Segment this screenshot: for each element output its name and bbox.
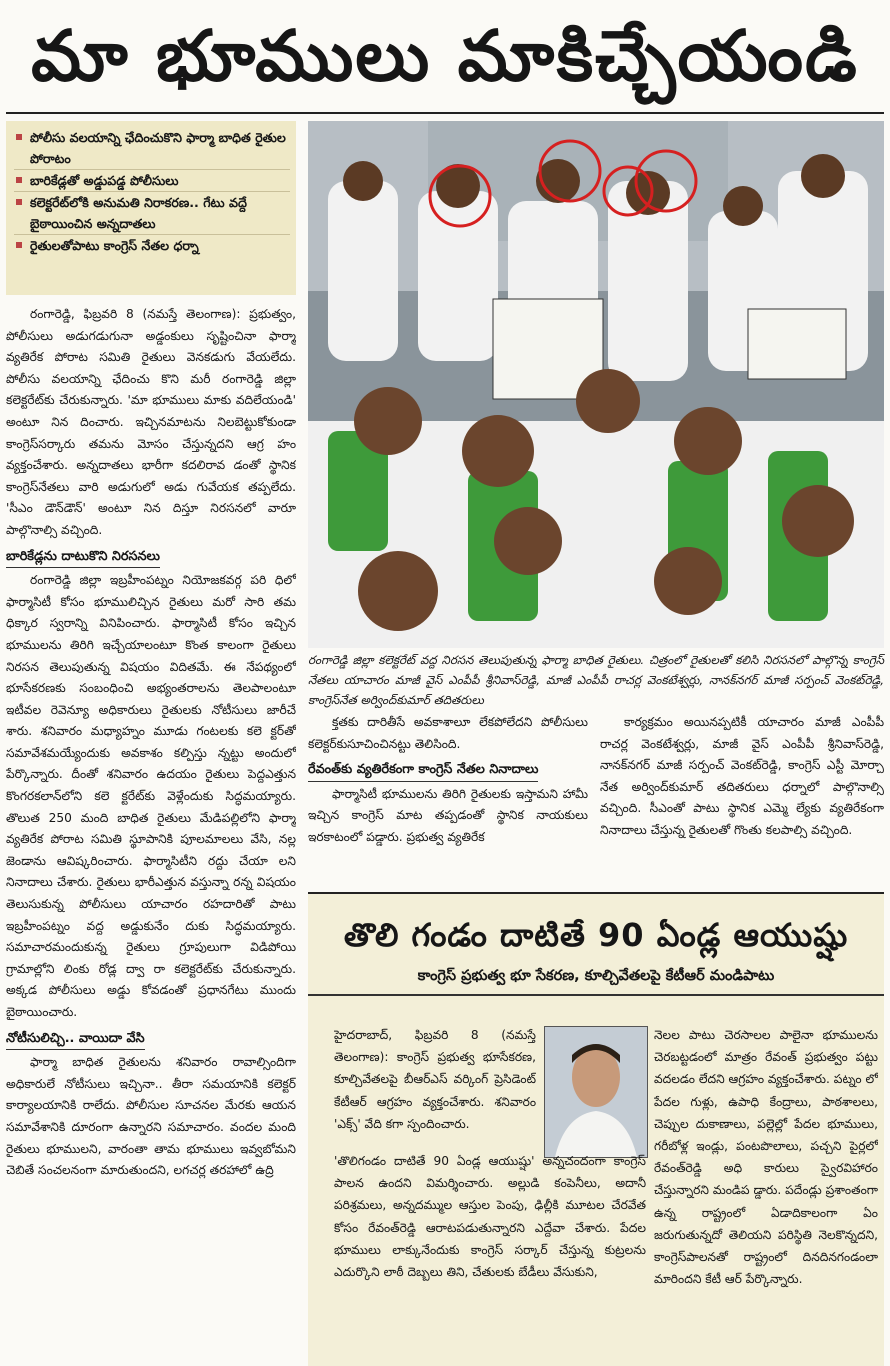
subheading-barricades: బారికేడ్లను దాటుకొని నిరసనలు <box>6 546 160 569</box>
bullet-icon <box>16 134 22 140</box>
bullet-icon <box>16 242 22 248</box>
protest-photo <box>308 121 884 648</box>
bullet-icon <box>16 199 22 205</box>
middle-paragraph-2: ఫార్మాసిటీ భూములను తిరిగి రైతులకు ఇస్తామని హామీ ఇచ్చిన కాంగ్రెస్ మాట తప్పడంతో స్థానిక నాయకులు ఇరకాటంలో పడ్డారు. ప్రభుత్వ వ్యతిరేక <box>308 786 588 844</box>
box-headline: తొలి గండం దాటితే 90 ఏండ్ల ఆయుష్షు <box>343 916 849 954</box>
subheading-revanth: రేవంత్‌కు వ్యతిరేకంగా కాంగ్రెస్ నేతల నినాదాలు <box>308 759 538 782</box>
middle-paragraph-3: కార్యక్రమం అయినప్పటికీ యాచారం మాజీ ఎంపీపీ రాచర్ల వెంకటేశ్వర్లు, మాజీ వైస్ ఎంపీపీ శ్రీనివాస్‌రెడ్డి, నానక్‌నగర్ మాజీ సర్పంచ్ వెంకట్‌రెడ్డి, కాంగ్రెస్ ఎస్టీ మోర్చా నేత అర్వింద్‌కుమార్ తదితరులు ధర్నాలో పాల్గొనాల్సి వచ్చింది. సీఎంతో పాటు స్థానిక ఎమ్మె ల్యేకు వ్యతిరేకంగా నినాదాలు చేస్తున్న రైతులతో గొంతు కలపాల్సి వచ్చింది. <box>600 715 884 837</box>
ktr-box <box>308 892 884 1366</box>
highlight-item: బారికేడ్లతో అడ్డుపడ్డ పోలీసులు <box>14 170 290 192</box>
middle-column-a <box>308 712 588 890</box>
headline: మా భూములు మాకిచ్చేయండి <box>31 15 859 97</box>
box-subheadline: కాంగ్రెస్ ప్రభుత్వ భూ సేకరణ, కూల్చివేతలపై కేటీఆర్ మండిపాటు <box>308 968 884 996</box>
left-paragraph-2: రంగారెడ్డి జిల్లా ఇబ్రహీంపట్నం నియోజకవర్గ పరి ధిలో ఫార్మాసిటీ కోసం భూములిచ్చిన రైతులు మరో సారి తమ ధిక్కార స్వరాన్ని వినిపించారు. ఫార్మాసిటీ కోసం ఇచ్చిన భూములను తిరిగి ఇచ్చేయాలంటూ కొంత కాలంగా రైతులు నిరసన తెలుపుతున్న విషయం విదితమే. ఈ నేపథ్యంలో భూసేకరణకు సంబంధించి అభ్యంతరాలను తెలపాలంటూ ఇటీవల రెవెన్యూ అధికారులు రైతులకు నోటీసులు జారీచే శారు. శనివారం మధ్యాహ్నం మూడు గంటలకు కలె క్టర్‌తో సమావేశమయ్యేందుకు అవకాశం కల్పిస్తు న్నట్టు అందులో పేర్కొన్నారు. దీంతో శనివారం ఉదయం రైతులు పెద్దఎత్తున కొంగరకలాన్‌లోని కలె క్టరేట్‌కు వెళ్లేందుకు సిద్ధమయ్యారు. తొలుత 250 మంది బాధిత రైతులు మేడిపల్లిలోని ఫార్మా వ్యతిరేక పోరాట సమితి స్థూపానికి పూలమాలలు వేసి, నల్ల జెండాను ఆవిష్కరించారు. ఫార్మాసిటీని రద్దు చేయా లని నినాదాలు చేశారు. రైతులు భారీఎత్తున వస్తున్నా రన్న విషయం తెలుసుకున్న పోలీసులు యాచారం రహదారితో పాటు ఇబ్రహీంపట్నం వద్ద అడ్డుకునేం దుకు సిద్ధమయ్యారు. సమాచారమందుకున్న రైతులు గ్రూపులుగా విడిపోయి గ్రామాల్లోని లింకు రోడ్ల ద్వా రా కలెక్టరేట్‌కు చేరుకున్నారు. అక్కడ పోలీసులు అడ్డు కోవడంతో ప్రధానగేటు ముందు బైఠాయించారు. <box>6 573 296 1019</box>
photo-caption: రంగారెడ్డి జిల్లా కలెక్టరేట్ వద్ద నిరసన తెలుపుతున్న ఫార్మా బాధిత రైతులు. చిత్రంలో రైతులతో కలిసి నిరసనలో పాల్గొన్న కాంగ్రెస్ నేతలు యాచారం మాజీ వైస్ ఎంపీపీ శ్రీనివాస్‌రెడ్డి, మాజీ ఎంపీపీ రాచర్ల వెంకటేశ్వర్లు, నానక్‌నగర్ మాజీ సర్పంచ్ వెంకట్‌రెడ్డి, కాంగ్రెస్‌నేత అర్వింద్‌కుమార్ తదితరులు <box>308 653 884 707</box>
left-paragraph-1: రంగారెడ్డి, ఫిబ్రవరి 8 (నమస్తే తెలంగాణ): ప్రభుత్వం, పోలీసులు అడుగడుగునా అడ్డంకులు సృష్టించినా ఫార్మా వ్యతిరేక పోరాట సమితి రైతులు వెనకడుగు వేయలేదు. పోలీసు వలయాన్ని ఛేదించు కొని మరీ రంగారెడ్డి జిల్లా కలెక్టరేట్‌కు చేరుకున్నారు. 'మా భూములు మాకు వదిలేయండి' అంటూ నిన దించారు. ఇచ్చినమాటను నిలబెట్టుకోకుండా కాంగ్రెస్‌సర్కారు తమను మోసం చేస్తున్నదని ఆగ్ర హం వ్యక్తంచేశారు. అన్నదాతలు భారీగా కదలిరావ డంతో స్థానిక కాంగ్రెస్‌నేతలు వారి అడుగులో అడు గువేయక తప్పలేదు. 'సీఎం డౌన్‌డౌన్' అంటూ నిన దిస్తూ నిరసనలో వారూ పాల్గొనాల్సి వచ్చింది. <box>6 307 296 537</box>
middle-paragraph-1: క్తతకు దారితీసే అవకాశాలూ లేకపోలేదని పోలీసులు కలెక్టర్‌కుసూచించినట్టు తెలిసింది. <box>308 715 588 751</box>
highlight-item: పోలీసు వలయాన్ని ఛేదించుకొని ఫార్మా బాధిత రైతుల పోరాటం <box>14 127 290 170</box>
highlight-item: రైతులతోపాటు కాంగ్రెస్ నేతల ధర్నా <box>14 235 290 256</box>
left-column <box>6 304 296 1362</box>
bullet-icon <box>16 177 22 183</box>
subheading-notices: నోటీసులిచ్చి.. వాయిదా వేసి <box>6 1028 145 1051</box>
box-column-2: నెలల పాటు చెరసాలల పాలైనా భూములను చెరబట్టడంలో మాత్రం రేవంత్ ప్రభుత్వం పట్టు వదలడం లేదని ఆగ్రహం వ్యక్తంచేశారు. పట్నం లో పేదల గుళ్లు, ఉపాధి కేంద్రాలు, పాఠశాలలు, చెప్పుల దుకాణాలు, పల్లెల్లో పేదల భూములు, గరీబోళ్ల ఇండ్లు, పంటపొలాలు, పచ్చని పైర్లలో రేవంత్‌రెడ్డి అధి కారులు స్వైరవిహారం చేస్తున్నారని మండిప డ్డారు. పదేండ్లు ప్రశాంతంగా ఉన్న రాష్ట్రంలో ఏడాదికాలంగా ఏం జరుగుతున్నదో తెలియని పరిస్థితి నెలకొన్నదని, కాంగ్రెస్‌పాలనతో రాష్ట్రంలో దినదినగండంలా మారిందని కేటీ ఆర్ పేర్కొన్నారు. <box>654 1028 878 1287</box>
headline-rule <box>6 112 884 114</box>
left-paragraph-3: ఫార్మా బాధిత రైతులను శనివారం రావాల్సిందిగా అధికారులే నోటీసులు ఇచ్చినా.. తీరా సమయానికి కలెక్టర్ కార్యాలయానికి రాలేదు. పోలీసుల సూచనల మేరకు ఆయన సమావేశానికి దూరంగా ఉన్నారని సమాచారం. వందల మంది రైతులు భూములని, వారంతా తామ భూములు ఇవ్వబోమని చెబితే సంచలనంగా మారుతుందని, లగచర్ల తరహాలో ఉద్రి <box>6 1055 296 1178</box>
highlight-item: కలెక్టరేట్‌లోకి అనుమతి నిరాకరణ.. గేటు వద్దే బైఠాయించిన అన్నదాతలు <box>14 192 290 235</box>
highlights-box <box>6 121 296 295</box>
box-column-1-bottom: 'తొలిగండం దాటితే 90 ఏండ్ల ఆయుష్షు' అన్నచందంగా కాంగ్రెస్ పాలన ఉందని విమర్శించారు. అల్లుడి కంపెనీలు, అదానీ పరిశ్రమలు, అన్నదమ్ముల ఆస్తుల పెంపు, ఢిల్లీకి మూటల చేరవేత కోసం రేవంత్‌రెడ్డి ఆరాటపడుతున్నారని ఎద్దేవా చేశారు. పేదల భూములు లాక్కునేందుకు కాంగ్రెస్ సర్కార్ చేస్తున్న కుట్రలను ఎదుర్కొని లాఠీ దెబ్బలు తిని, చేతులకు బేడీలు వేసుకుని, <box>334 1154 646 1280</box>
ktr-photo <box>544 1026 648 1158</box>
middle-column-b <box>600 712 884 890</box>
box-column-1-top: హైదరాబాద్, ఫిబ్రవరి 8 (నమస్తే తెలంగాణ): కాంగ్రెస్ ప్రభుత్వ భూసేకరణ, కూల్చివేతలపై బీఆర్‌ఎస్ వర్కింగ్ ప్రెసిడెంట్ కేటీఆర్ ఆగ్రహం వ్యక్తంచేశారు. శనివారం 'ఎక్స్' వేది కగా స్పందించారు. <box>334 1028 536 1131</box>
